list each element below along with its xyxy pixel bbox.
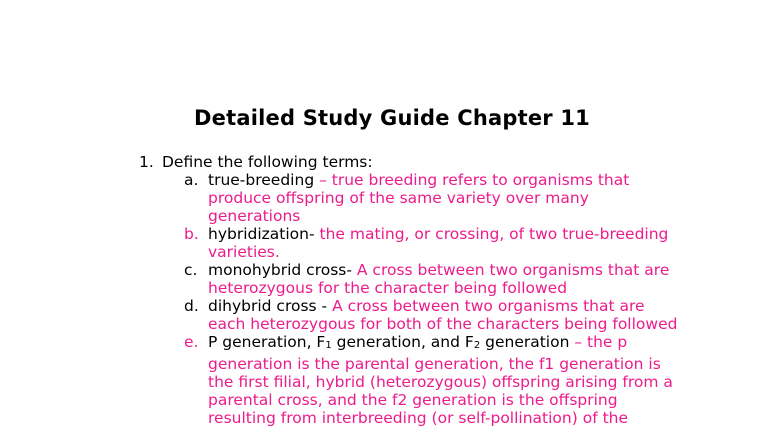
question-text: Define the following terms: bbox=[162, 153, 373, 171]
definition-list bbox=[184, 171, 684, 427]
term-separator: - bbox=[346, 261, 357, 279]
item-letter: d. bbox=[184, 297, 199, 315]
item-letter: c. bbox=[184, 261, 198, 279]
term-separator: - bbox=[309, 225, 320, 243]
question-1 bbox=[139, 153, 373, 171]
item-letter: b. bbox=[184, 225, 199, 243]
list-item bbox=[184, 261, 684, 297]
item-letter: a. bbox=[184, 171, 199, 189]
list-item bbox=[184, 297, 684, 333]
definition: true breeding refers to organisms that produce offspring of the same variety over many generations bbox=[208, 171, 630, 225]
term: P generation, F1 generation, and F2 generation bbox=[208, 333, 570, 351]
term: hybridization bbox=[208, 225, 309, 243]
definition: the mating, or crossing, of two true-breeding varieties. bbox=[208, 225, 669, 261]
term: true-breeding bbox=[208, 171, 315, 189]
term-separator: – bbox=[569, 333, 588, 351]
term-separator: – bbox=[314, 171, 332, 189]
definition: A cross between two organisms that are heterozygous for the character being followed bbox=[208, 261, 670, 297]
definition: the p generation is the parental generation, the f1 generation is the first filial, hybrid (heterozygous) offspring arising from a parental cross, and the f2 generation is the offspring resulting from interbreeding (or self-pollination) of the bbox=[208, 333, 673, 427]
question-number: 1. bbox=[139, 153, 154, 171]
term: monohybrid cross bbox=[208, 261, 347, 279]
list-item bbox=[184, 171, 684, 225]
list-item bbox=[184, 225, 684, 261]
page-title: Detailed Study Guide Chapter 11 bbox=[194, 106, 590, 130]
term-separator: - bbox=[316, 297, 333, 315]
list-item bbox=[184, 333, 684, 427]
term: dihybrid cross bbox=[208, 297, 317, 315]
definition: A cross between two organisms that are each heterozygous for both of the characters being followed bbox=[208, 297, 678, 333]
item-letter: e. bbox=[184, 333, 199, 351]
